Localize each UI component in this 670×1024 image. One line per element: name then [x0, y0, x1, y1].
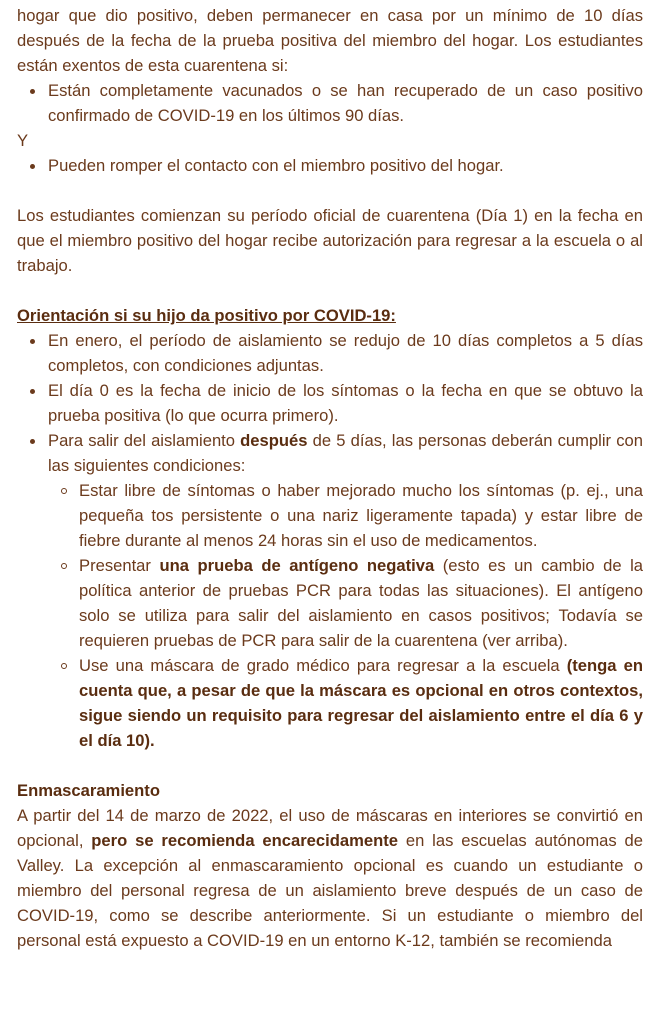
- exit-conditions-text-post: de 5 días, las personas deberán cumplir con las siguientes condiciones:: [48, 431, 643, 475]
- masking-text-post: en las escuelas autónomas de Valley. La excepción al enmascaramiento opcional es cuando un estudiante o miembro del personal regresa de un aislamiento breve después de un caso de COVID-19, como se describe anteriormente. Si un estudiante o miembro del personal está expuesto a COVID-19 en un entorno K-12, también se recomienda: [17, 831, 643, 950]
- spacer: [17, 278, 643, 303]
- exemption-list: [17, 78, 643, 128]
- exemption-list-2: [17, 153, 643, 178]
- exit-conditions-text-pre: Para salir del aislamiento: [48, 431, 241, 450]
- condition-antigen-test: [48, 553, 643, 653]
- exit-conditions-emphasis: después: [240, 431, 308, 450]
- spacer: [17, 753, 643, 778]
- condition-symptom-free: Estar libre de síntomas o haber mejorado mucho los síntomas (p. ej., una pequeña tos persistente o una nariz ligeramente tapada) y estar libre de fiebre durante al menos 24 horas sin el uso de medicamentos.: [48, 478, 643, 553]
- exemption-item-vaccinated: Están completamente vacunados o se han recuperado de un caso positivo confirmado de COVID-19 en los últimos 90 días.: [17, 78, 643, 128]
- condition-medical-mask: [48, 653, 643, 753]
- mask-text-pre: Use una máscara de grado médico para regresar a la escuela: [79, 656, 567, 675]
- guidance-item-isolation-reduced: En enero, el período de aislamiento se redujo de 10 días completos a 5 días completos, con condiciones adjuntas.: [17, 328, 643, 378]
- positive-guidance-list: [17, 328, 643, 753]
- masking-paragraph: [17, 803, 643, 953]
- guidance-item-day-zero: El día 0 es la fecha de inicio de los síntomas o la fecha en que se obtuvo la prueba positiva (lo que ocurra primero).: [17, 378, 643, 428]
- exemption-item-break-contact: Pueden romper el contacto con el miembro positivo del hogar.: [17, 153, 643, 178]
- exit-conditions-sublist: [48, 478, 643, 753]
- antigen-emphasis: una prueba de antígeno negativa: [159, 556, 435, 575]
- antigen-text-pre: Presentar: [79, 556, 160, 575]
- conjunction-text: Y: [17, 131, 29, 150]
- positive-guidance-heading: Orientación si su hijo da positivo por COVID-19:: [17, 306, 396, 325]
- spacer: [17, 178, 643, 203]
- intro-paragraph: hogar que dio positivo, deben permanecer en casa por un mínimo de 10 días después de la fecha de la prueba positiva del miembro del hogar. Los estudiantes están exentos de esta cuarentena si:: [17, 6, 643, 75]
- masking-emphasis: pero se recomienda encarecidamente: [91, 831, 398, 850]
- document-page: [17, 3, 643, 953]
- quarantine-start-paragraph: Los estudiantes comienzan su período oficial de cuarentena (Día 1) en la fecha en que el miembro positivo del hogar recibe autorización para regresar a la escuela o al trabajo.: [17, 206, 643, 275]
- guidance-item-exit-conditions: [17, 428, 643, 753]
- masking-heading: Enmascaramiento: [17, 781, 160, 800]
- antigen-text-post: (esto es un cambio de la política anterior de pruebas PCR para todas las situaciones). El antígeno solo se utiliza para salir del aislamiento en casos positivos; Todavía se requieren pruebas de PCR para salir de la cuarentena (ver arriba).: [79, 556, 644, 650]
- mask-emphasis: (tenga en cuenta que, a pesar de que la máscara es opcional en otros contextos, sigue siendo un requisito para regresar del aislamiento entre el día 6 y el día 10).: [79, 656, 643, 750]
- masking-text-pre: A partir del 14 de marzo de 2022, el uso de máscaras en interiores se convirtió en opcional,: [17, 806, 643, 850]
